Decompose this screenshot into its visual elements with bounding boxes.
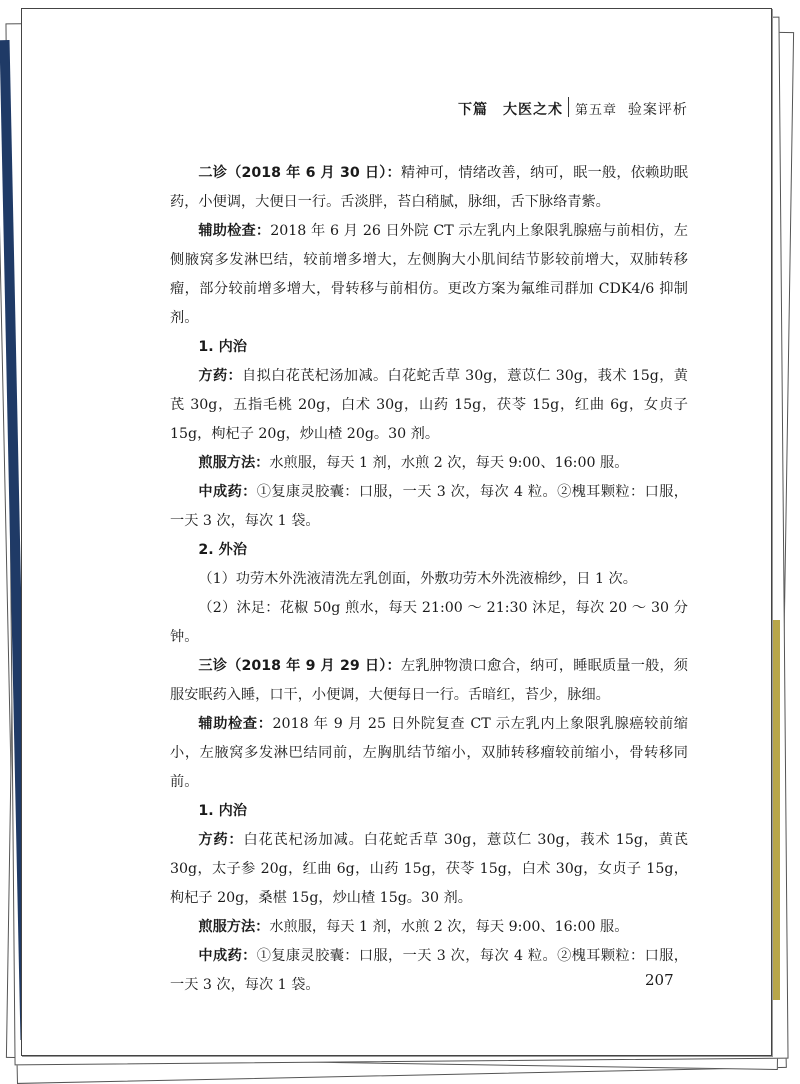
paragraph — [170, 652, 688, 710]
paragraph — [170, 710, 688, 797]
paragraph-label: 中成药： — [198, 484, 257, 500]
paragraph-label: 1. 内治 — [198, 803, 247, 819]
paragraph — [170, 594, 688, 652]
paragraph-label: 三诊（2018 年 9 月 29 日）： — [198, 658, 401, 674]
paragraph-text: 白花芪杞汤加减。白花蛇舌草 30g，薏苡仁 30g，莪术 15g，黄芪 30g，太子参 20g，红曲 6g，山药 15g，茯苓 15g，白术 30g，女贞子 15g，枸杞子 20g，桑椹 15g，炒山楂 15g。30 剂。 — [170, 832, 688, 906]
paragraph-text: 水煎服，每天 1 剂，水煎 2 次，每天 9:00、16:00 服。 — [269, 919, 629, 935]
paragraph — [170, 536, 688, 565]
paragraph — [170, 478, 688, 536]
paragraph — [170, 913, 688, 942]
book-page — [21, 8, 772, 1056]
paragraph-text: ①复康灵胶囊：口服，一天 3 次，每次 4 粒。②槐耳颗粒：口服，一天 3 次，每次 1 袋。 — [170, 484, 688, 529]
page-number: 207 — [645, 971, 674, 989]
header-section: 验案评析 — [627, 102, 688, 118]
body-text — [170, 159, 688, 1000]
paragraph-text: ①复康灵胶囊：口服，一天 3 次，每次 4 粒。②槐耳颗粒：口服，一天 3 次，每次 1 袋。 — [170, 948, 688, 993]
running-header — [22, 99, 771, 119]
paragraph-text: 精神可，情绪改善，纳可，眠一般，依赖助眠药，小便调，大便日一行。舌淡胖，苔白稍腻，脉细，舌下脉络青紫。 — [170, 165, 688, 210]
paragraph-text: 自拟白花芪杞汤加减。白花蛇舌草 30g，薏苡仁 30g，莪术 15g，黄芪 30g，五指毛桃 20g，白术 30g，山药 15g，茯苓 15g，红曲 6g，女贞子 15g，枸杞子 20g，炒山楂 20g。30 剂。 — [170, 368, 688, 442]
paragraph-label: 方药： — [198, 832, 244, 848]
header-part: 下篇 大医之术 — [458, 102, 563, 118]
paragraph-label: 2. 外治 — [198, 542, 247, 558]
header-chapter-section — [575, 99, 688, 119]
paragraph-text: （2）沐足：花椒 50g 煎水，每天 21:00 ～ 21:30 沐足，每次 20 ～ 30 分钟。 — [170, 600, 688, 645]
paragraph — [170, 797, 688, 826]
paragraph-text: 2018 年 9 月 25 日外院复查 CT 示左乳内上象限乳腺癌较前缩小，左腋窝多发淋巴结同前，左胸肌结节缩小，双肺转移瘤较前缩小，骨转移同前。 — [170, 716, 688, 790]
paragraph-label: 煎服方法： — [198, 455, 270, 471]
paragraph — [170, 942, 688, 1000]
book-cover-edge-right — [772, 620, 780, 1000]
paragraph-label: 煎服方法： — [198, 919, 270, 935]
paragraph — [170, 159, 688, 217]
paragraph-text: 2018 年 6 月 26 日外院 CT 示左乳内上象限乳腺癌与前相仿，左侧腋窝多发淋巴结，较前增多增大，左侧胸大小肌间结节影较前增大，双肺转移瘤，部分较前增多增大，骨转移与前相仿。更改方案为氟维司群加 CDK4/6 抑制剂。 — [170, 223, 688, 326]
paragraph-label: 1. 内治 — [198, 339, 247, 355]
paragraph — [170, 333, 688, 362]
header-divider — [568, 97, 569, 117]
paragraph — [170, 449, 688, 478]
paragraph-text: （1）功劳木外洗液清洗左乳创面，外敷功劳木外洗液棉纱，日 1 次。 — [198, 571, 637, 587]
paragraph-text: 左乳肿物溃口愈合，纳可，睡眠质量一般，须服安眠药入睡，口干，小便调，大便每日一行。舌暗红，苔少，脉细。 — [170, 658, 688, 703]
paragraph — [170, 565, 688, 594]
paragraph — [170, 362, 688, 449]
paragraph — [170, 217, 688, 333]
paragraph — [170, 826, 688, 913]
paragraph-label: 二诊（2018 年 6 月 30 日）： — [198, 165, 401, 181]
paragraph-label: 中成药： — [198, 948, 257, 964]
paragraph-text: 水煎服，每天 1 剂，水煎 2 次，每天 9:00、16:00 服。 — [269, 455, 629, 471]
paragraph-label: 方药： — [198, 368, 243, 384]
paragraph-label: 辅助检查： — [198, 716, 273, 732]
header-chapter: 第五章 — [575, 103, 618, 118]
paragraph-label: 辅助检查： — [198, 223, 271, 239]
